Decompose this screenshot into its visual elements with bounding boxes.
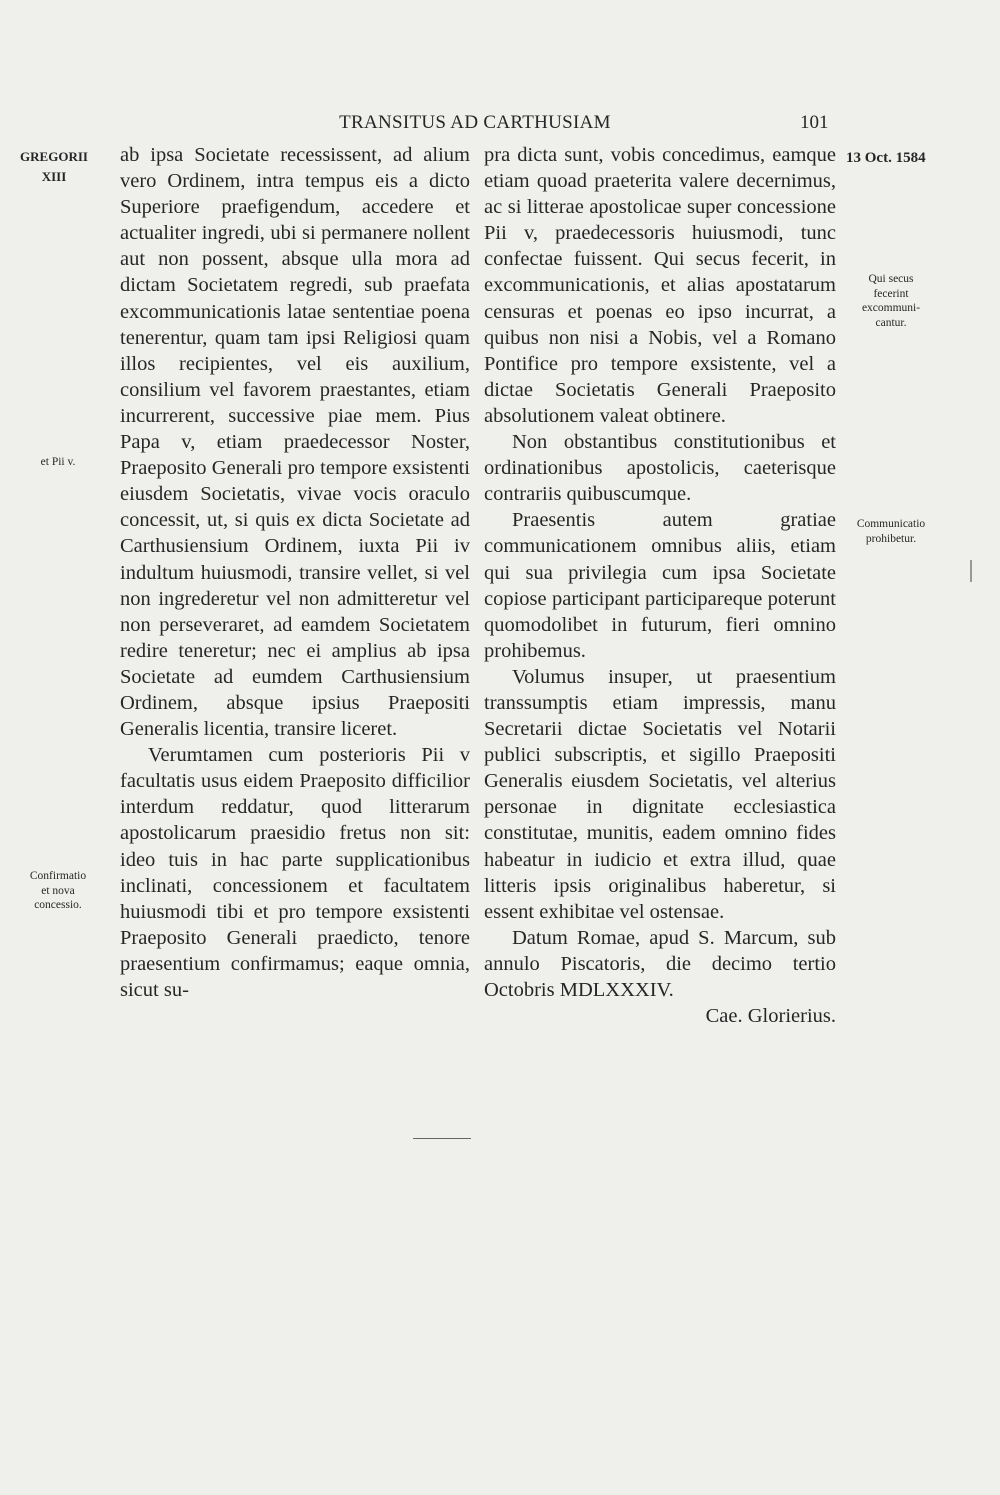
page-number: 101 — [800, 112, 829, 133]
margin-note-qui-secus — [848, 272, 934, 330]
margin-note-pii-v: et Pii v. — [40, 456, 76, 468]
margin-note-line: cantur. — [875, 316, 907, 329]
margin-date: 13 Oct. 1584 — [846, 150, 926, 166]
margin-note-line: concessio. — [34, 899, 82, 911]
paragraph-left-1: ab ipsa Societate recessissent, ad alium vero Ordinem, intra tempus eis a dicto Superiore praefigendum, accedere et actualiter ingredi, ubi si permanere nollent aut non possent, absque ulla mora ad dictam Societatem regredi, sub praefata excommunicationis latae sententiae poena tenerentur, quam tam ipsi Religiosi quam illos recipientes, vel eis auxilium, consilium vel favorem praestantes, etiam incurrerent, successive piae mem. Pius Papa v, etiam praedecessor Noster, Praeposito Generali pro tempore exsistenti eiusdem Societatis, vivae vocis oraculo concessit, ut, si quis ex dicta Societate ad Carthusiensium Ordinem, iuxta Pii iv indultum huiusmodi, transire vellet, si vel non ingrederetur vel non admitteretur vel non perseveraret, ad eamdem Societatem redire teneretur; nec ei amplius ab ipsa Societate ad eumdem Carthusiensium Ordinem, absque ipsius Praepositi Generalis licentia, transire liceret. — [120, 144, 470, 741]
margin-note-line: fecerint — [873, 287, 909, 300]
margin-pontifex-name: GREGORII — [20, 149, 88, 164]
paragraph-left-2: Verumtamen cum posterioris Pii v facultatis usus eidem Praeposito difficilior interdum reddatur, quod litterarum apostolicarum praesidio fretus non sit: ideo tuis in hac parte supplicationibus inclinati, concessionem et facultatem huiusmodi tibi et pro tempore exsistenti Praeposito Generali praedicto, tenore praesentium confirmamus; eaque omnia, sicut su- — [120, 744, 470, 1001]
margin-note-line: prohibetur. — [865, 532, 917, 545]
running-head-title: TRANSITUS AD CARTHUSIAM — [339, 112, 611, 133]
margin-note-line: et nova — [41, 884, 75, 897]
margin-note-communicatio — [844, 517, 938, 546]
margin-note-line: Qui secus — [868, 273, 914, 285]
right-column — [484, 142, 836, 1029]
margin-pontifex-number: XIII — [41, 169, 67, 184]
paragraph-right-5: Datum Romae, apud S. Marcum, sub annulo Piscatoris, die decimo tertio Octobris MDLXXXIV. — [484, 926, 836, 1001]
paragraph-right-1: pra dicta sunt, vobis concedimus, eamque etiam quoad praeterita valere decernimus, ac si litterae apostolicae super concessione Pii v, praedecessoris huiusmodi, tunc confectae fuissent. Qui secus fecerit, in excommunicationis, et alias apostatarum censuras et poenas eo ipso incurrat, a quibus non nisi a Nobis, vel a Romano Pontifice pro tempore exsistente, vel a dictae Societatis Generali Praeposito absolutionem valeat obtinere. — [484, 144, 836, 427]
left-column — [120, 142, 470, 1003]
margin-note-line: excommuni- — [861, 302, 921, 314]
show-through-mark — [970, 560, 972, 582]
margin-pontifex — [8, 147, 100, 187]
section-divider — [413, 1138, 471, 1139]
signature: Cae. Glorierius. — [705, 1005, 836, 1028]
paragraph-right-4: Volumus insuper, ut praesentium transsumptis etiam impressis, manu Secretarii dictae Societatis vel Notarii publici subscriptis, et sigillo Praepositi Generalis eiusdem Societatis, vel alterius personae in dignitate ecclesiastica constitutae, munitis, eadem omnino fides habeatur in iudicio et extra illud, quae litteris ipsis originalibus haberetur, si essent exhibitae vel ostensae. — [484, 665, 836, 923]
paragraph-right-2: Non obstantibus constitutionibus et ordinationibus apostolicis, caeterisque contrariis quibuscumque. — [484, 431, 836, 506]
paragraph-right-3: Praesentis autem gratiae communicationem omnibus aliis, etiam qui sua privilegia cum ipsa Societate copiose participant participareque poterunt quomodolibet in futurum, fieri omnino prohibemus. — [484, 509, 836, 662]
margin-note-confirmatio — [16, 869, 100, 913]
margin-note-line: Confirmatio — [29, 870, 87, 882]
margin-note-line: Communicatio — [856, 518, 926, 530]
